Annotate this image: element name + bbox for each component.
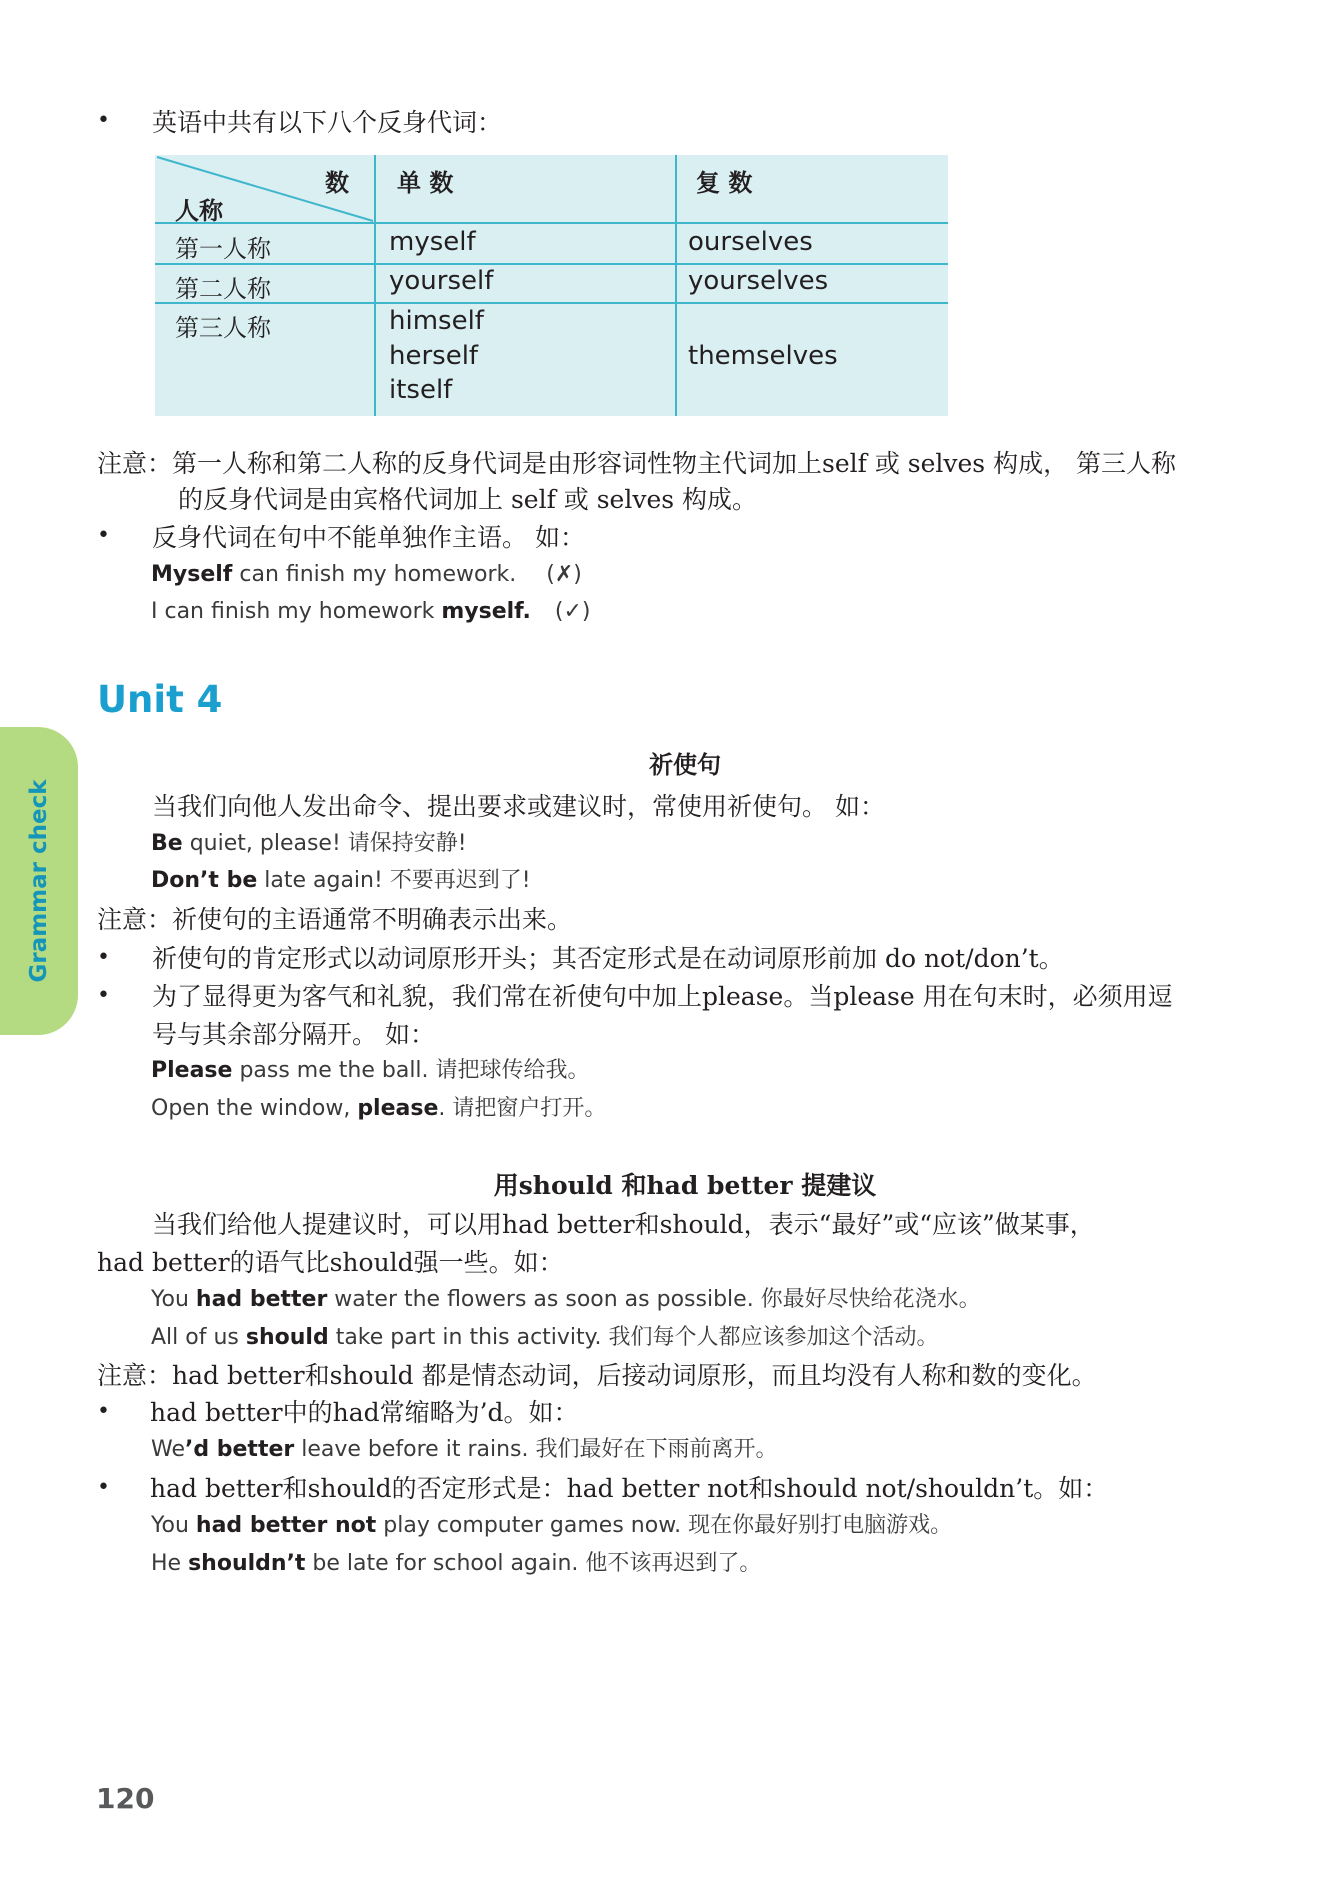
table-rule <box>155 302 948 304</box>
note-reflexive-line2: 的反身代词是由宾格代词加上 self 或 selves 构成。 <box>178 485 758 514</box>
table-rule <box>675 155 677 416</box>
header-plural: 复 数 <box>696 168 753 197</box>
should-example: You had better not play computer games now. 现在你最好别打电脑游戏。 <box>151 1513 953 1538</box>
should-rule-negative: had better和should的否定形式是：had better not和should not/shouldn’t。如： <box>150 1474 1109 1503</box>
imperative-rule-form: 祈使句的肯定形式以动词原形开头；其否定形式是在动词原形前加 do not/don’t。 <box>152 944 1064 973</box>
should-intro-line1: 当我们给他人提建议时，可以用had better和should，表示“最好”或“应该”做某事， <box>152 1210 1095 1239</box>
row-singular: yourself <box>389 266 494 296</box>
intro-text: 英语中共有以下八个反身代词： <box>152 108 503 137</box>
unit-title: Unit 4 <box>97 678 223 721</box>
header-person: 人称 <box>175 196 223 225</box>
row-singular: himself <box>389 306 484 336</box>
bullet-dot: • <box>97 1399 110 1424</box>
header-number: 数 <box>325 168 349 197</box>
bullet-dot: • <box>97 523 110 548</box>
should-note: 注意：had better和should 都是情态动词，后接动词原形，而且均没有人称和数的变化。 <box>97 1361 1097 1390</box>
bullet-dot: • <box>97 983 110 1008</box>
row-person: 第一人称 <box>175 235 271 263</box>
reflexive-pronoun-table <box>155 155 948 416</box>
imperative-rule-please-line1: 为了显得更为客气和礼貌，我们常在祈使句中加上please。当please 用在句末时，必须用逗 <box>152 982 1173 1011</box>
row-person: 第二人称 <box>175 275 271 303</box>
row-person: 第三人称 <box>175 314 271 342</box>
row-plural: ourselves <box>688 227 813 257</box>
row-plural: yourselves <box>688 266 829 296</box>
imperative-note: 注意：祈使句的主语通常不明确表示出来。 <box>97 905 573 934</box>
table-rule <box>155 222 948 224</box>
should-example: All of us should take part in this activity. 我们每个人都应该参加这个活动。 <box>151 1325 939 1350</box>
bullet-subject-rule: 反身代词在句中不能单独作主语。 如： <box>152 523 585 552</box>
should-rule-contraction: had better中的had常缩略为’d。如： <box>150 1398 579 1427</box>
row-singular: myself <box>389 227 476 257</box>
should-example: He shouldn’t be late for school again. 他不该再迟到了。 <box>151 1551 762 1576</box>
imperative-example: Please pass me the ball. 请把球传给我。 <box>151 1058 590 1083</box>
grammar-check-label: Grammar check <box>26 779 52 983</box>
imperative-example: Open the window, please. 请把窗户打开。 <box>151 1096 607 1121</box>
imperative-intro: 当我们向他人发出命令、提出要求或建议时，常使用祈使句。 如： <box>152 792 885 821</box>
example-wrong: Myself can finish my homework. (✗) <box>151 562 582 587</box>
imperative-example: Be quiet, please! 请保持安静! <box>151 831 467 856</box>
header-singular: 单 数 <box>397 168 454 197</box>
imperative-example: Don’t be late again! 不要再迟到了! <box>151 868 531 893</box>
table-rule <box>374 155 376 416</box>
row-singular: herself <box>389 341 479 371</box>
should-example: We’d better leave before it rains. 我们最好在下雨前离开。 <box>151 1437 778 1462</box>
table-rule <box>155 263 948 265</box>
example-right: I can finish my homework myself. (✓) <box>151 599 591 624</box>
row-singular: itself <box>389 375 453 405</box>
bullet-dot: • <box>97 945 110 970</box>
row-plural: themselves <box>688 341 838 371</box>
should-intro-line2: had better的语气比should强一些。如： <box>97 1248 564 1277</box>
imperative-rule-please-line2: 号与其余部分隔开。 如： <box>152 1020 435 1049</box>
note-reflexive-line1: 注意：第一人称和第二人称的反身代词是由形容词性物主代词加上self 或 selves 构成， 第三人称 <box>97 449 1177 478</box>
bullet-dot: • <box>97 108 110 133</box>
should-heading: 用should 和had better 提建议 <box>493 1171 877 1200</box>
page-number: 120 <box>96 1782 155 1815</box>
should-example: You had better water the flowers as soon as possible. 你最好尽快给花浇水。 <box>151 1287 981 1312</box>
bullet-dot: • <box>97 1475 110 1500</box>
imperative-heading: 祈使句 <box>649 751 721 779</box>
